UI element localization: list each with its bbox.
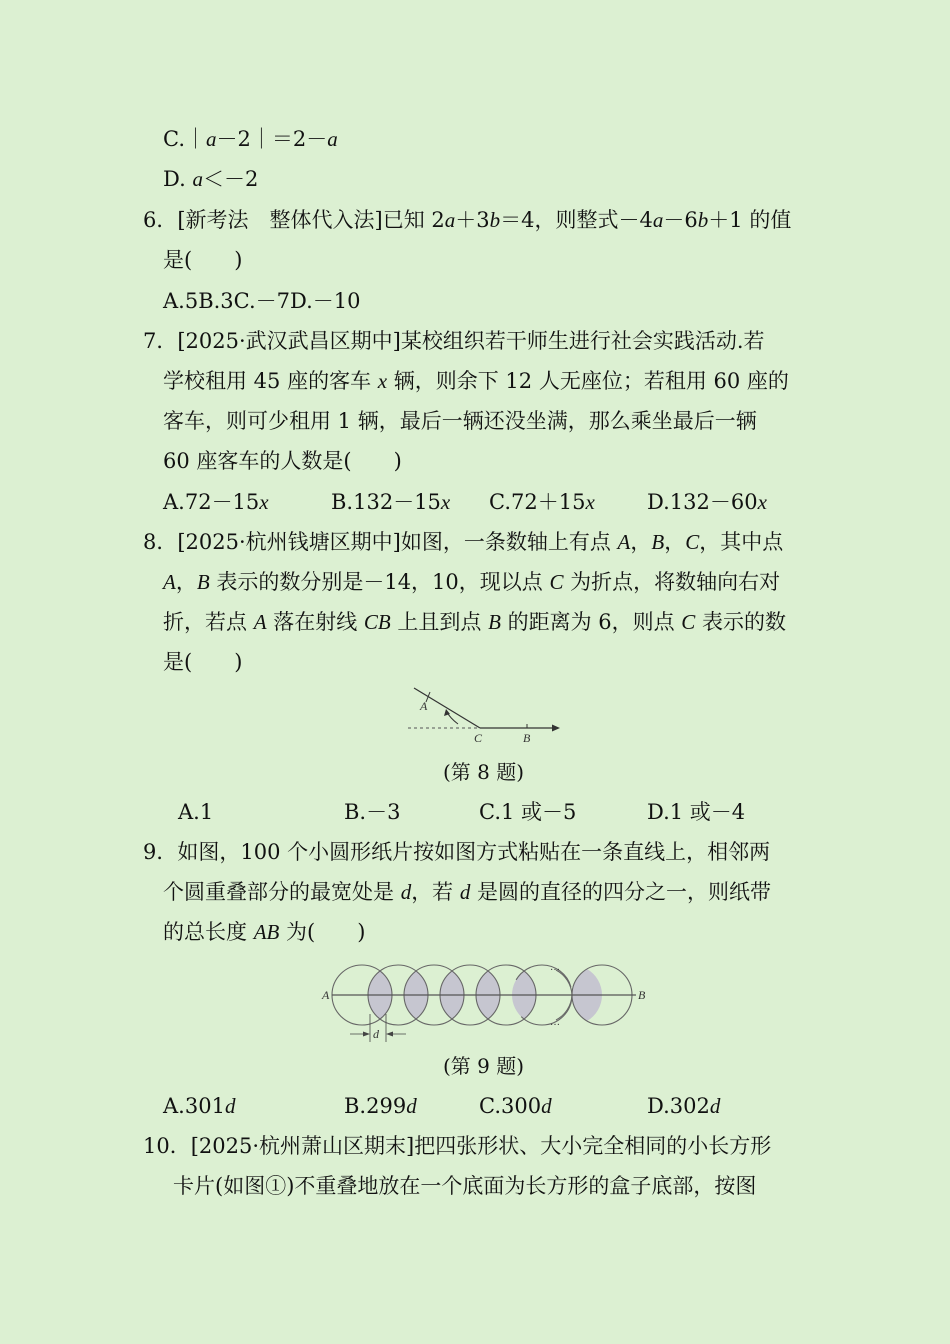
q8-option-b: B.－3 [344,800,401,824]
q9-stem-line1: 9．如图，100 个小圆形纸片按如图方式粘贴在一条直线上，相邻两 [143,840,771,864]
q7-stem-line2: 学校租用 45 座的客车 x 辆，则余下 12 人无座位；若租用 60 座的 [163,369,789,393]
q7-option-c: C.72＋15x [489,490,595,514]
q7-option-d: D.132－60x [647,490,767,514]
q8-stem-line4: 是( ) [163,650,243,674]
q9-stem-line3: 的总长度 AB 为( ) [163,920,366,944]
q8-stem-line3: 折，若点 A 落在射线 CB 上且到点 B 的距离为 6，则点 C 表示的数 [163,610,786,634]
q6-stem-line2: 是( ) [163,248,243,272]
q5-option-c: C.｜a－2｜＝2－a [163,127,338,151]
q8-caption: (第 8 题) [443,760,525,784]
q9-dots-top: … [550,962,560,973]
q6-options: A.5B.3C.－7D.－10 [163,289,361,313]
q10-stem-line2: 卡片(如图①)不重叠地放在一个底面为长方形的盒子底部，按图 [173,1174,757,1198]
q9-option-c: C.300d [479,1094,552,1118]
q9-dots-bottom: … [550,1017,560,1028]
q10-stem-line1: 10．[2025·杭州萧山区期末]把四张形状、大小完全相同的小长方形 [143,1134,772,1158]
q9-option-b: B.299d [344,1094,417,1118]
q8-stem-line1: 8．[2025·杭州钱塘区期中]如图，一条数轴上有点 A，B，C，其中点 [143,530,784,554]
q8-label-c: C [474,731,483,745]
q7-option-a: A.72－15x [163,490,269,514]
q8-option-d: D.1 或－4 [647,800,746,824]
q5-option-d: D. a＜－2 [163,167,259,191]
q8-label-b: B [523,731,531,745]
q8-option-a: A.1 [178,800,214,824]
q7-stem-line3: 客车，则可少租用 1 辆，最后一辆还没坐满，那么乘坐最后一辆 [163,409,757,433]
q8-stem-line2: A，B 表示的数分别是－14，10，现以点 C 为折点，将数轴向右对 [163,570,781,594]
q9-label-d: d [373,1027,379,1041]
q9-option-a: A.301d [163,1094,236,1118]
q7-option-b: B.132－15x [331,490,451,514]
q6-stem-line1: 6．[新考法 整体代入法]已知 2a＋3b＝4，则整式－4a－6b＋1 的值 [143,208,792,232]
q8-option-c: C.1 或－5 [479,800,577,824]
q9-circles-figure [318,962,658,1050]
q9-label-a: A [322,988,330,1002]
q8-number-line-figure [400,682,570,748]
q7-stem-line1: 7．[2025·武汉武昌区期中]某校组织若干师生进行社会实践活动.若 [143,329,765,353]
q8-label-a: A [420,699,428,713]
q9-option-d: D.302d [647,1094,721,1118]
q9-caption: (第 9 题) [443,1054,525,1078]
q7-stem-line4: 60 座客车的人数是( ) [163,449,402,473]
q9-label-b: B [638,988,646,1002]
q9-stem-line2: 个圆重叠部分的最宽处是 d，若 d 是圆的直径的四分之一，则纸带 [163,880,772,904]
